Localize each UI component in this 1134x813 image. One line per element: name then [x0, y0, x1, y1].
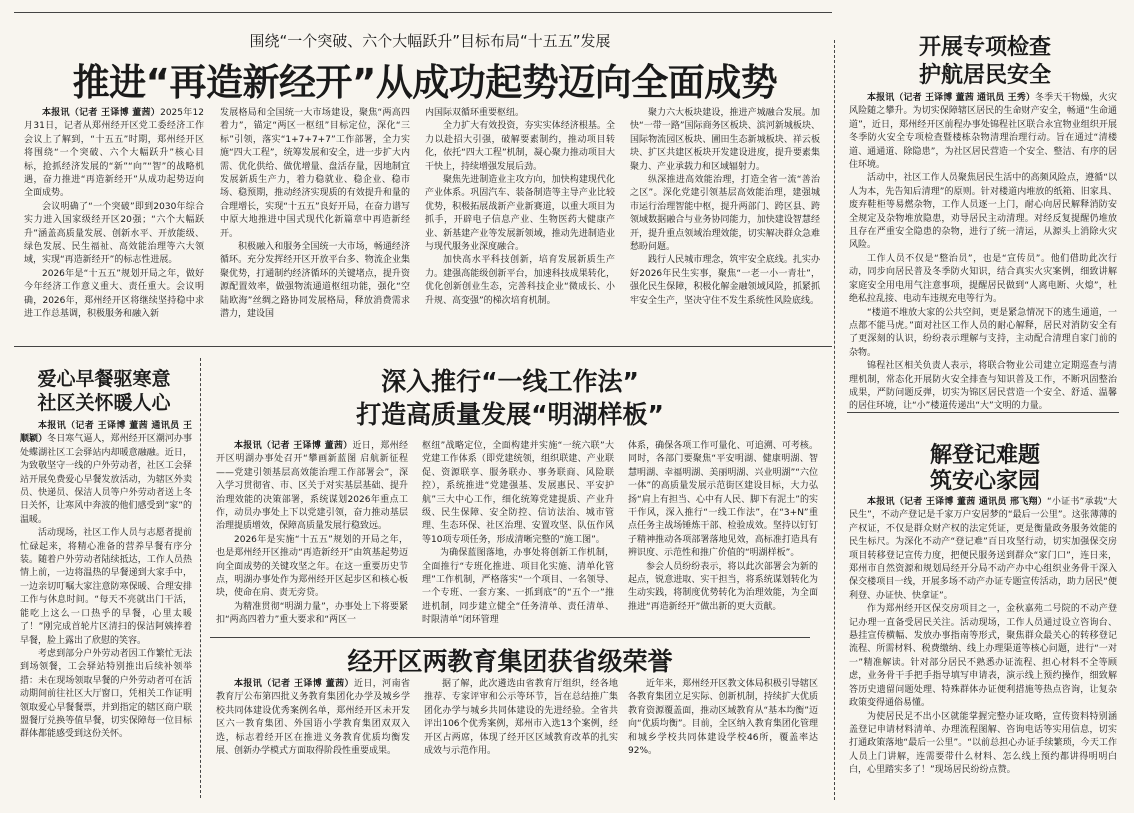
- right1-headline-2: 护航居民安全: [918, 63, 1051, 88]
- right2-body: 本报讯（记者 王译博 董茜 通讯员 邢飞翔）“小证书”承载“大民生”，不动产登记是千家万户安居梦的“最后一公里”。这张薄薄的产权证，不仅是群众财产权的法定凭证，更是衡量政务服务效能的民生标尺。为深化不动产“登记难”百日攻坚行动，切实加强保交房项目转移登记宣传力度，把便民服务送到群众“家门口”，连日来，郑州市自然资源和规划局经开分局不动产办中心组织业务骨干深入保交楼项目一线，开展多场不动产办证专题宣传活动，助力居民“便利登、办证快、快拿证”。 作为郑州经开区保交房项目之一，金秋嘉苑二号院的不动产登记办理一直备受居民关注。活动现场，工作人员通过设立咨询台、悬挂宣传横幅、发放办事指南等形式，聚焦群众最关心的转移登记流程、所需材料、税费缴纳、线上办理渠道等核心问题，进行“一对一”精准解读。针对部分居民不熟悉办证流程、担心材料不全等顾虑，业务骨干手把手指导填写申请表，演示线上预约操作，细致解答历史遗留问题处理、特殊群体办证便利措施等热点咨询，让复杂政策变得通俗易懂。 为使居民足不出小区就能掌握完整办证攻略，宣传资料特别涵盖登记申请材料清单、办理流程图解、咨询电话等实用信息，切实打通政策落地“最后一公里”。“以前总担心办证手续繁琐，今天工作人员上门讲解，连需要带什么材料、怎么线上预约都讲得明明白白，心里踏实多了！”现场居民纷纷点赞。: [849, 497, 1117, 776]
- bottom-byline: 本报讯（记者 王译博 董茜）: [234, 679, 354, 689]
- left-body: 本报讯（记者 王译博 董茜 通讯员 王顺颖）冬日寒气逼人，郑州经开区潮河办事处蝶湖社区工会驿站内却暖意融融。近日，为致敬坚守一线的户外劳动者，社区工会驿站开展免费爱心早餐发放活动，为辖区外卖员、快递员、保洁人员等户外劳动者送上冬日关怀，让寒风中奔波的他们感受到“家”的温暖。 活动现场，社区工作人员与志愿者提前忙碌起来，将精心准备的营养早餐有序分装。随着户外劳动者陆续抵达，工作人员热情上前，一边将温热的早餐递到大家手中，一边亲切叮嘱大家注意防寒保暖、合理安排工作与休息时间。“每天不亮就出门干活，能吃上这么一口热乎的早餐，心里太暖了！”刚完成首轮片区清扫的保洁阿姨捧着早餐，脸上露出了欣慰的笑容。 考虑到部分户外劳动者因工作繁忙无法到场领餐，工会驿站特别推出后续补领举措：未在现场领取早餐的户外劳动者可在活动期间前往社区大厅窗口，凭相关工作证明领取爱心早餐餐票，并到指定的辖区商户联盟餐厅兑换等值早餐，切实保障每一位目标群体都能感受到这份关怀。: [20, 421, 192, 740]
- left-byline: 本报讯（记者 王译博 董茜 通讯员 王顺颖）: [20, 421, 192, 445]
- main-col-4: 聚力六大板块建设，推进产城融合发展。加快“一带一路”国际商务区板块、滨河新城板块、国际物流园区板块、圃田生态新城板块、祥云板块、扩区共建区板块开发建设进度，提升要素集聚力、产业承载力和区域辐射力。 纵深推进高效能治理，打造全省一流“善治之区”。深化党建引领基层高效能治理，建强城市运行治理智能中枢，提升两部门、跨区县、跨领域数据融合与业务协同能力，加快建设智慧经开，提升重点领域治理效能，切实解决群众急难愁盼问题。 践行人民城市理念，筑牢安全底线。扎实办好2026年民生实事，聚焦“一老一小一青壮”，强化民生保障，积极化解金融领域风险，抓紧抓牢安全生产，坚决守住不发生系统性风险底线。: [630, 108, 820, 306]
- main-col-3: 内国际双循环重要枢纽。 全力扩大有效投资，夯实实体经济根基。全力以赴招大引强，破解要素制约，推动项目转化，依托“四大工程”机制，凝心聚力推动项目大干快上，持续增强发展后劲。 聚焦先进制造业主攻方向，加快构建现代化产业体系。巩固汽车、装备制造等主导产业比较优势，积极拓展战新产业新赛道，以重大项目为抓手，开辟电子信息产业、生物医药大健康产业、新基建产业等发展新领域，推动先进制造业与现代服务业深度融合。 加快高水平科技创新，培育发展新质生产力。建强高能级创新平台，加速科技成果转化，优化创新创业生态，完善科技企业“微成长、小升规、高变强”的梯次培育机制。: [425, 108, 615, 306]
- center-col-1: 本报讯（记者 王译博 董茜）近日，郑州经开区明湖办事处召开“攀画新蓝图 启航新征程——党建引领基层高效能治理工作部署会”，深入学习贯彻省、市、区关于对实基层基础、提升治理效能的决策部署，系统谋划2026年重点工作，动员办事处上下以党建引领，奋力推动基层治理提质增效，保障高质量发展行稳致远。 2026年是实施“十五五”规划的开局之年，也是郑州经开区推动“再造新经开”由筑基起势迈向全面成势的关键攻坚之年。在这一重要历史节点，明湖办事处作为郑州经开区起步区和核心板块，使命在肩、责无旁贷。 为精准贯彻“明湖力量”，办事处上下将要紧扣“两高四着力”重大要求和“两区一: [216, 441, 408, 626]
- center-headline-1: 深入推行“一线工作法”: [381, 367, 639, 396]
- bottom-col-2: 据了解，此次遴选由省教育厅组织，经各地推荐、专家评审和公示等环节，旨在总结推广集团化办学与城乡共同体建设的先进经验。全省共评出106个优秀案例，郑州市入选13个案例，经开区占两席，体现了经开区区域教育改革的扎实成效与示范作用。: [424, 679, 618, 757]
- right1-body: 本报讯（记者 王译博 董茜 通讯员 王秀）冬季天干物燥，火灾风险随之攀升。为切实保障辖区居民的生命财产安全，畅通“生命通道”，近日，郑州经开区前程办事处锦程社区联合永宜物业组织开展冬季防火安全专项检查暨楼栋杂物清理治理行动。旨在通过“清楼道、通通道、除隐患”，为社区居民营造一个安全、整洁、有序的居住环境。 活动中，社区工作人员聚焦居民生活中的高频风险点，遵循“以人为本，先告知后清理”的原则。针对楼道内堆放的纸箱、旧家具、废弃鞋柜等易燃杂物，工作人员逐一上门，耐心向居民解释消防安全规定及杂物堆放隐患，劝导居民主动清理。对经反复提醒仍堆放且存在严重安全隐患的杂物，进行了统一清运，从源头上消除火灾风险。 工作人员不仅是“整治员”，也是“宣传员”。他们借助此次行动，同步向居民普及冬季防火知识，结合真实火灾案例，细致讲解家庭安全用电用气注意事项，提醒居民做到“人离电断、火熄”，杜绝私拉乱接、电动车违规充电等行为。 “楼道不堆放大家的公共空间，更是紧急情况下的逃生通道，一点都不能马虎。”面对社区工作人员的耐心解释，居民对消防安全有了更深刻的认识，纷纷表示理解与支持，主动配合清理自家门前的杂物。 锦程社区相关负责人表示，将联合物业公司建立定期巡查与清理机制，常态化开展防火安全排查与知识普及工作，不断巩固整治成果，严防问题反弹，切实为锦区居民营造一个安全、舒适、温馨的居住环境，让“小”楼道传递出“大”文明的力量。: [849, 93, 1117, 412]
- left-headline-2: 社区关怀暖人心: [37, 392, 171, 414]
- main-byline: 本报讯（记者 王译博 董茜）: [42, 108, 161, 118]
- main-kicker: 围绕“一个突破、六个大幅跃升”目标布局“十五五”发展: [249, 32, 611, 50]
- main-col-2: 发展格局和全国统一大市场建设，聚焦“两高四着力”，锚定“两区一枢纽”目标定位，深化“三标”引领，落实“1+7+7+7”工作部署，全力实施“四大工程”，统筹发展和安全，进一步扩大内需、优化供给、做优增量、盘活存量，因地制宜发展新质生产力，着力稳就业、稳企业、稳市场、稳预期，推动经济实现质的有效提升和量的合理增长，实现“十五五”良好开局，在奋力谱写中原大地推进中国式现代化新篇章中再造新经开。 积极融入和服务全国统一大市场，畅通经济循环。充分发挥经开区开放平台多、物流企业集聚优势，打通制约经济循环的关键堵点，提升资源配置效率，做强物流通道枢纽功能，强化“空陆欧海”丝绸之路协同发展格局，释放消费需求潜力，建设国: [220, 108, 410, 320]
- center-headline-2: 打造高质量发展“明湖样板”: [356, 400, 664, 429]
- center-col-2: 枢纽”战略定位，全面构建并实施“一统六联”大党建工作体系（即党建统领，组织联建、产业联促、资源联享、服务联办、事务联商、风险联控），系统推进“党建强基、发展惠民、平安护航”三大中心工作，细化统筹党建提质、产业升级、民生保障、安全防控、信访法治、城市管理、生态环保、社区治理、安置攻坚、队伍作风等10项专项任务，形成清晰完整的“施工图”。 为确保蓝图落地，办事处将创新工作机制，全面推行“专班化推进、项目化实施、清单化管理”工作机制，严格落实“一个项目、一名领导、一个专班、一套方案、一抓到底”的“五个一”推进机制，同步建立健全“任务清单、责任清单、时限清单”闭环管理: [422, 441, 614, 626]
- bottom-col-3: 近年来，郑州经开区教文体局积极引导辖区各教育集团立足实际、创新机制，持续扩大优质教育资源覆盖面，推动区域教育从“基本均衡”迈向“优质均衡”。目前，全区纳入教育集团化管理和城乡学校共同体建设学校46所，覆盖率达92%。: [628, 679, 818, 757]
- right1-headline-1: 开展专项检查: [918, 35, 1051, 60]
- section-rule-2: [210, 637, 810, 638]
- bottom-col-1: 本报讯（记者 王译博 董茜）近日，河南省教育厅公布第四批义务教育集团化办学及城乡学校共同体建设优秀案例名单，郑州经开区未开发区六一教育集团、外国语小学教育集团双双入选，标志着经开区在推进义务教育优质均衡发展、创新办学模式方面取得阶段性重要成果。: [216, 679, 410, 757]
- column-divider-right: [834, 40, 835, 800]
- column-divider-left: [200, 358, 201, 798]
- left-headline-1: 爱心早餐驱寒意: [37, 368, 171, 390]
- right2-headline-1: 解登记难题: [929, 443, 1040, 468]
- main-headline: 推进“再造新经开”从成功起势迈向全面成势: [72, 61, 778, 104]
- center-byline: 本报讯（记者 王译博 董茜）: [234, 441, 353, 451]
- right2-headline-2: 筑安心家园: [929, 469, 1040, 494]
- center-col-3: 体系，确保各项工作可量化、可追溯、可考核。同时，各部门要聚焦“平安明湖、健康明湖、智慧明湖、幸福明湖、美丽明湖、兴业明湖”“六位一体”的高质量发展示范街区建设目标，大力弘扬“肩上有担当、心中有人民、脚下有泥土”的实干作风，深入推行“一线工作法”，在“3+N”重点任务主战场锤炼干部、检验成效。坚持以钉钉子精神推动各项部署落地见效，高标准打造具有辨识度、示范性和推广价值的“明湖样板”。 参会人员纷纷表示，将以此次部署会为新的起点，锐意进取、实干担当，将系统谋划转化为生动实践，将制度优势转化为治理效能，为全面推进“再造新经开”做出新的更大贡献。: [628, 441, 818, 612]
- top-rule: [14, 12, 832, 13]
- bottom-headline: 经开区两教育集团获省级荣誉: [347, 647, 673, 676]
- section-rule-1: [14, 346, 832, 347]
- right1-byline: 本报讯（记者 王译博 董茜 通讯员 王秀）: [867, 93, 1036, 103]
- right2-byline: 本报讯（记者 王译博 董茜 通讯员 邢飞翔）: [867, 497, 1047, 507]
- main-col-1: 本报讯（记者 王译博 董茜）2025年12月31日，记者从郑州经开区党工委经济工作会议上了解到，“十五五”时期，郑州经开区将围绕“一个突破、六个大幅跃升”核心目标，抢抓经济发展的“新”“向”“智”的战略机遇，奋力推进“再造新经开”从成功起势迈向全面成势。 会议明确了“一个突破”即到2030年综合实力进入国家级经开区20强；“六个大幅跃升”涵盖高质量发展、创新水平、开放能级、绿色发展、民生福祉、高效能治理等六大领域，实现“再造新经开”的标志性进展。 2026年是“十五五”规划开局之年，做好今年经济工作意义重大、责任重大。会议明确，2026年，郑州经开区将继续坚持稳中求进工作总基调，积极服务和融入新: [24, 108, 204, 320]
